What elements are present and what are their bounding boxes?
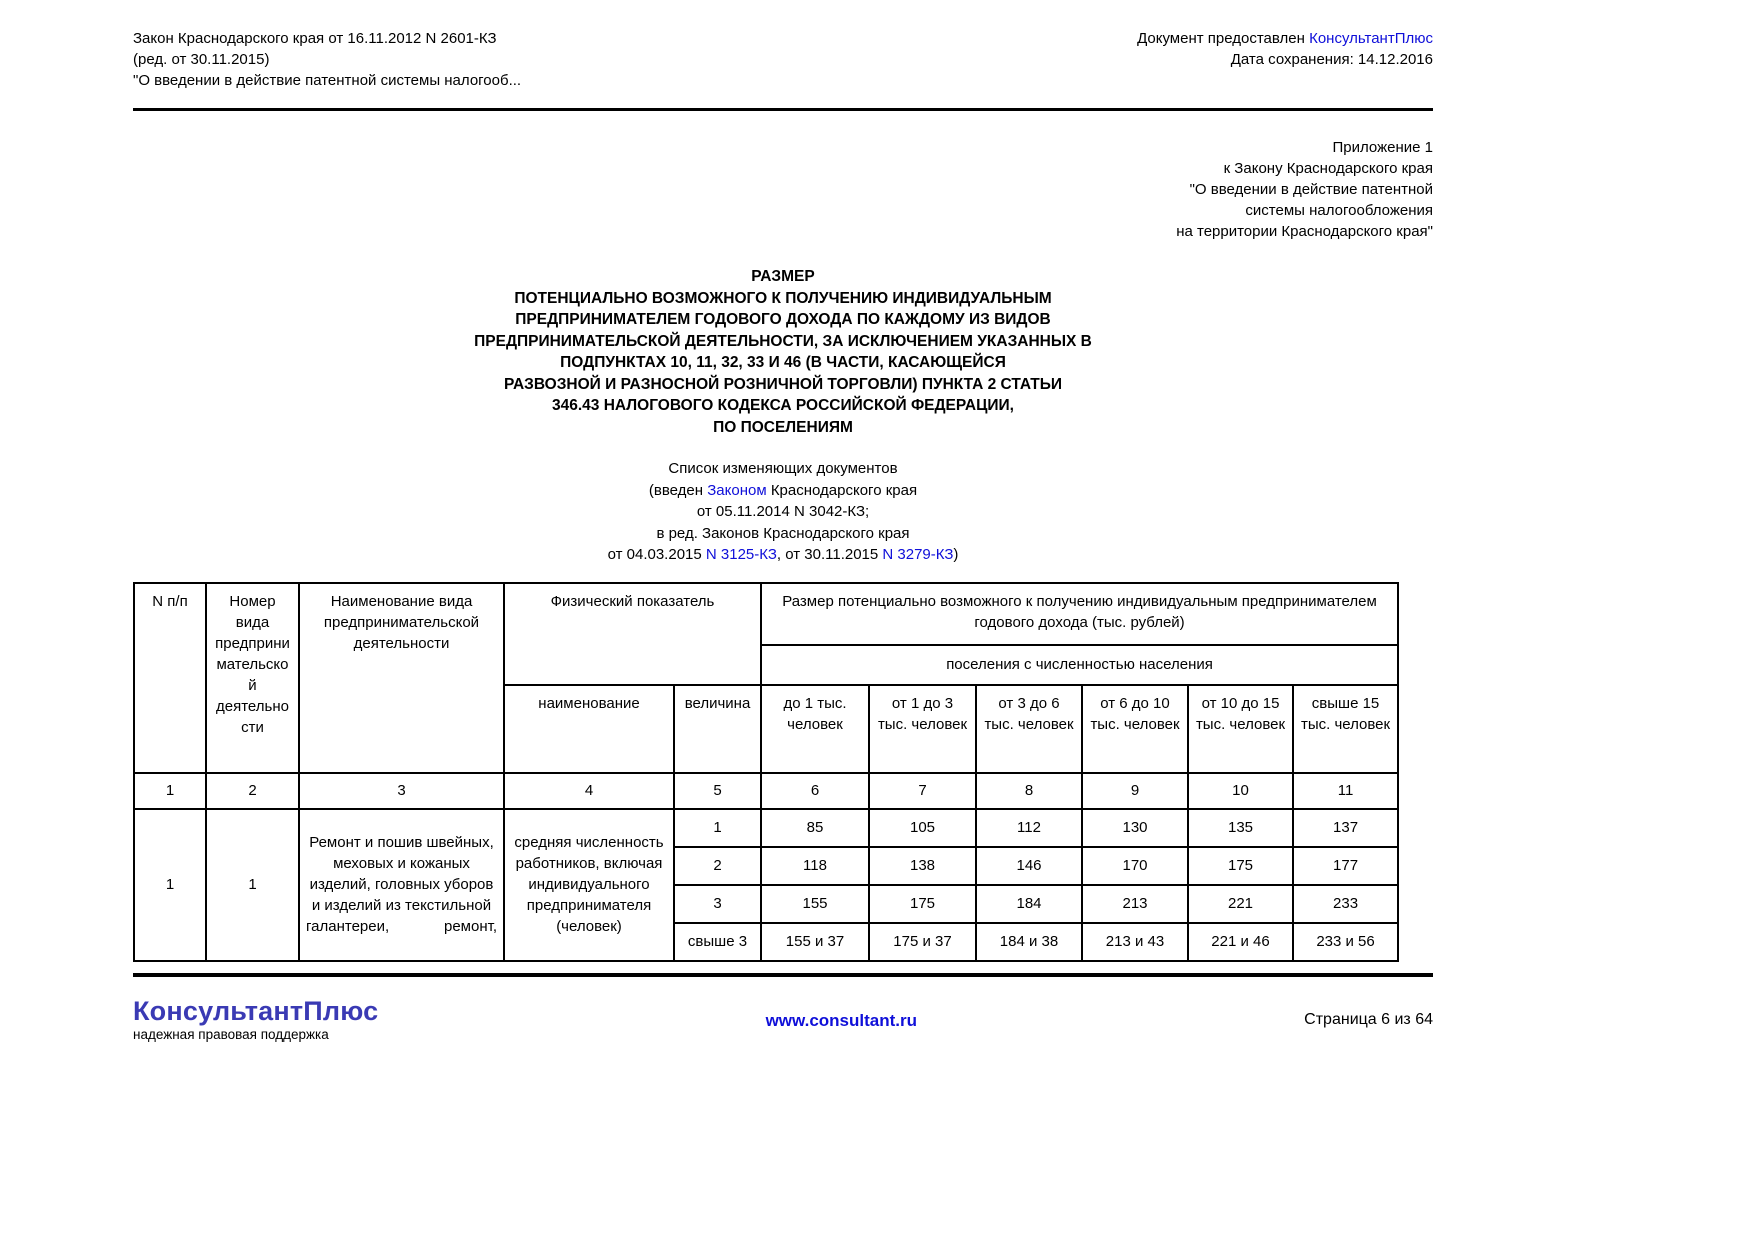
col-number: 1 bbox=[134, 773, 206, 809]
amendments-text: Краснодарского края bbox=[766, 481, 918, 499]
cell-value: 130 bbox=[1082, 809, 1188, 847]
header-income-size: Размер потенциально возможного к получению индивидуальным предпринимателем годового дохода (тыс. рублей) bbox=[761, 583, 1398, 645]
cell-value: 233 bbox=[1293, 885, 1398, 923]
title-line: РАЗМЕР bbox=[751, 268, 815, 285]
document-header bbox=[133, 0, 1433, 91]
cell-size: 1 bbox=[674, 809, 761, 847]
title-line: 346.43 НАЛОГОВОГО КОДЕКСА РОССИЙСКОЙ ФЕДЕРАЦИИ, bbox=[552, 397, 1014, 414]
cell-value: 155 bbox=[761, 885, 869, 923]
brand-tagline: надежная правовая поддержка bbox=[133, 1026, 329, 1042]
col-number: 5 bbox=[674, 773, 761, 809]
appendix-block bbox=[133, 137, 1433, 242]
cell-value: 221 bbox=[1188, 885, 1293, 923]
amendments-heading: Список изменяющих документов bbox=[668, 460, 898, 477]
cell-vid-num: 1 bbox=[206, 809, 299, 961]
cell-value: 221 и 46 bbox=[1188, 923, 1293, 961]
zakon-link[interactable]: Законом bbox=[707, 481, 767, 499]
title-line: ПОДПУНКТАХ 10, 11, 32, 33 И 46 (В ЧАСТИ, КАСАЮЩЕЙСЯ bbox=[560, 354, 1006, 371]
header-npp: N п/п bbox=[134, 583, 206, 773]
column-numbering-row bbox=[134, 773, 1398, 809]
amendments-text: ) bbox=[953, 546, 959, 563]
law-3125-link[interactable]: N 3125-КЗ bbox=[705, 546, 777, 563]
col-number: 3 bbox=[299, 773, 504, 809]
amendments-line: от 05.11.2014 N 3042-КЗ; bbox=[696, 503, 870, 520]
cell-value: 155 и 37 bbox=[761, 923, 869, 961]
header-activity-name: Наименование вида предпринимательской деятельности bbox=[299, 583, 504, 773]
page-footer bbox=[133, 997, 1433, 1042]
cell-size: 3 bbox=[674, 885, 761, 923]
amendments-line bbox=[133, 544, 1433, 566]
subheader-1to3k: от 1 до 3 тыс. человек bbox=[869, 685, 976, 773]
cell-value: 135 bbox=[1188, 809, 1293, 847]
cell-value: 177 bbox=[1293, 847, 1398, 885]
cell-value: 213 bbox=[1082, 885, 1188, 923]
income-size-table bbox=[133, 582, 1399, 962]
table-header-row-1 bbox=[134, 583, 1398, 645]
law-edition-line: (ред. от 30.11.2015) bbox=[133, 51, 270, 68]
brand-block bbox=[133, 997, 378, 1042]
cell-value: 184 bbox=[976, 885, 1082, 923]
cell-activity: Ремонт и пошив швейных, меховых и кожаных изделий, головных уборов и изделий из текстильной галантереи, ремонт, bbox=[299, 809, 504, 961]
title-line: ПО ПОСЕЛЕНИЯМ bbox=[713, 418, 853, 436]
title-line: ПОТЕНЦИАЛЬНО ВОЗМОЖНОГО К ПОЛУЧЕНИЮ ИНДИВИДУАЛЬНЫМ bbox=[514, 289, 1052, 307]
table-row bbox=[134, 809, 1398, 847]
subheader-6to10k: от 6 до 10 тыс. человек bbox=[1082, 685, 1188, 773]
amendments-text: , от 30.11.2015 bbox=[776, 546, 883, 563]
col-number: 10 bbox=[1188, 773, 1293, 809]
amendments-text: от 04.03.2015 bbox=[607, 546, 706, 563]
amending-documents-block bbox=[133, 458, 1433, 566]
cell-value: 175 и 37 bbox=[869, 923, 976, 961]
provided-by-text: Документ предоставлен bbox=[1137, 30, 1310, 47]
appendix-line: Приложение 1 bbox=[1332, 139, 1433, 156]
appendix-line: "О введении в действие патентной bbox=[1189, 181, 1433, 198]
cell-npp: 1 bbox=[134, 809, 206, 961]
provided-by-line bbox=[1137, 28, 1433, 49]
cell-value: 137 bbox=[1293, 809, 1398, 847]
cell-value: 112 bbox=[976, 809, 1082, 847]
cell-value: 85 bbox=[761, 809, 869, 847]
cell-value: 175 bbox=[1188, 847, 1293, 885]
col-number: 2 bbox=[206, 773, 299, 809]
consultantplus-link[interactable]: КонсультантПлюс bbox=[1309, 30, 1433, 47]
col-number: 9 bbox=[1082, 773, 1188, 809]
cell-value: 184 и 38 bbox=[976, 923, 1082, 961]
amendments-text: (введен bbox=[648, 481, 708, 499]
subheader-upto1k: до 1 тыс. человек bbox=[761, 685, 869, 773]
cell-value: 105 bbox=[869, 809, 976, 847]
cell-size: 2 bbox=[674, 847, 761, 885]
page-indicator: Страница 6 из 64 bbox=[1304, 1010, 1433, 1028]
subheader-3to6k: от 3 до 6 тыс. человек bbox=[976, 685, 1082, 773]
subheader-10to15k: от 10 до 15 тыс. человек bbox=[1188, 685, 1293, 773]
document-header-right bbox=[1137, 28, 1433, 70]
title-line: РАЗВОЗНОЙ И РАЗНОСНОЙ РОЗНИЧНОЙ ТОРГОВЛИ) ПУНКТА 2 СТАТЬИ bbox=[503, 375, 1063, 393]
appendix-line: на территории Краснодарского края" bbox=[1176, 223, 1433, 240]
col-number: 4 bbox=[504, 773, 674, 809]
consultant-url-link[interactable]: www.consultant.ru bbox=[765, 1010, 917, 1030]
col-number: 11 bbox=[1293, 773, 1398, 809]
footer-divider bbox=[133, 973, 1433, 977]
header-settlements: поселения с численностью населения bbox=[761, 645, 1398, 685]
title-line: ПРЕДПРИНИМАТЕЛЕМ ГОДОВОГО ДОХОДА ПО КАЖДОМУ ИЗ ВИДОВ bbox=[515, 311, 1051, 328]
subheader-over15k: свыше 15 тыс. человек bbox=[1293, 685, 1398, 773]
subheader-value: величина bbox=[674, 685, 761, 773]
saved-date: Дата сохранения: 14.12.2016 bbox=[1230, 51, 1433, 68]
col-number: 7 bbox=[869, 773, 976, 809]
cell-value: 175 bbox=[869, 885, 976, 923]
cell-value: 146 bbox=[976, 847, 1082, 885]
cell-value: 213 и 43 bbox=[1082, 923, 1188, 961]
law-subject-line: "О введении в действие патентной системы налогооб... bbox=[133, 72, 522, 89]
amendments-line bbox=[133, 480, 1433, 502]
col-number: 6 bbox=[761, 773, 869, 809]
law-title-line: Закон Краснодарского края от 16.11.2012 N 2601-КЗ bbox=[133, 30, 497, 47]
cell-size: свыше 3 bbox=[674, 923, 761, 961]
consultantplus-logo: КонсультантПлюс bbox=[133, 995, 379, 1026]
document-header-left bbox=[133, 28, 521, 91]
cell-value: 233 и 56 bbox=[1293, 923, 1398, 961]
amendments-line: в ред. Законов Краснодарского края bbox=[656, 524, 910, 542]
header-phys-indicator: Физический показатель bbox=[504, 583, 761, 685]
cell-value: 118 bbox=[761, 847, 869, 885]
subheader-name: наименование bbox=[504, 685, 674, 773]
law-3279-link[interactable]: N 3279-КЗ bbox=[882, 546, 954, 563]
col-number: 8 bbox=[976, 773, 1082, 809]
header-vid-num: Номер вида предпринимательской деятельности bbox=[206, 583, 299, 773]
title-line: ПРЕДПРИНИМАТЕЛЬСКОЙ ДЕЯТЕЛЬНОСТИ, ЗА ИСКЛЮЧЕНИЕМ УКАЗАННЫХ В bbox=[474, 332, 1092, 350]
cell-indicator: средняя численность работников, включая индивидуального предпринимателя (человек) bbox=[504, 809, 674, 961]
document-title bbox=[133, 266, 1433, 438]
appendix-line: к Закону Краснодарского края bbox=[1223, 160, 1433, 177]
header-divider bbox=[133, 108, 1433, 111]
appendix-line: системы налогообложения bbox=[1245, 202, 1433, 219]
cell-value: 170 bbox=[1082, 847, 1188, 885]
cell-value: 138 bbox=[869, 847, 976, 885]
